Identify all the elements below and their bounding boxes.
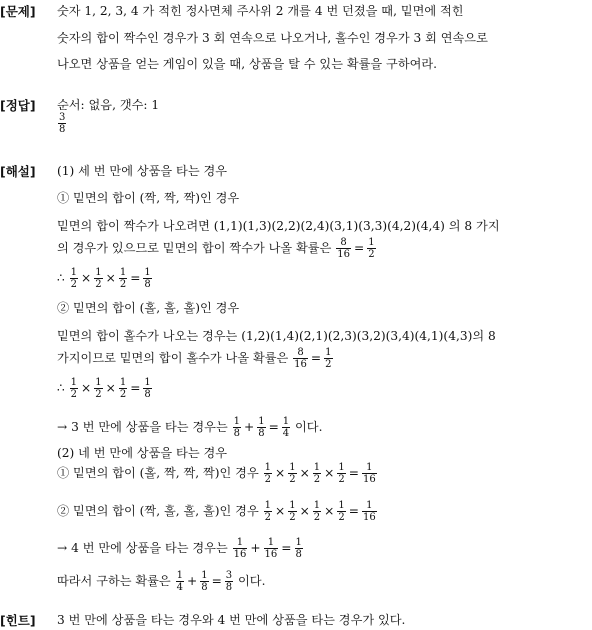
case1b-line1: 밑면의 합이 홀수가 나오는 경우는 (1,2)(1,4)(2,1)(2,3)(3,2)(3,4)(4,1)(4,3)의 8 — [57, 329, 496, 343]
problem-line: 나오면 상품을 얻는 게임이 있을 때, 상품을 탈 수 있는 확률을 구하여라. — [57, 57, 438, 71]
case2b-line: ② 밑면의 합이 (짝, 홀, 홀, 홀)인 경우 $\frac{1}{2}$ × $\frac{1}{2}$ × $\frac{1}{2}$ × $\frac{1}{2}$ = $\frac{1}{16}$ — [57, 500, 376, 523]
case2a-line: ① 밑면의 합이 (홀, 짝, 짝, 짝)인 경우 $\frac{1}{2}$ × $\frac{1}{2}$ × $\frac{1}{2}$ × $\frac{1}{2}$ = $\frac{1}{16}$ — [57, 462, 376, 485]
case1-title: (1) 세 번 만에 상품을 타는 경우 — [57, 164, 228, 178]
final-answer-line: 따라서 구하는 확률은 $\frac{1}{4}$ + $\frac{1}{8}$ = $\frac{3}{8}$ 이다. — [57, 570, 266, 593]
answer-line: 순서: 없음, 갯수: 1 — [57, 98, 160, 112]
case2-result: → 4 번 만에 상품을 타는 경우는 $\frac{1}{16}$ + $\frac{1}{16}$ = $\frac{1}{8}$ — [57, 537, 302, 560]
case1b-product: ∴ $\frac{1}{2}$ × $\frac{1}{2}$ × $\frac{1}{2}$ = $\frac{1}{8}$ — [57, 377, 151, 400]
problem-line: 숫자의 합이 짝수인 경우가 3 회 연속으로 나오거나, 홀수인 경우가 3 회 연속으로 — [57, 31, 488, 45]
case1a-line2: 의 경우가 있으므로 밑면의 합이 짝수가 나올 확률은 $\frac{8}{16}$ = $\frac{1}{2}$ — [57, 237, 375, 260]
problem-line: 숫자 1, 2, 3, 4 가 적힌 정사면체 주사위 2 개를 4 번 던졌을 때, 밑면에 적힌 — [57, 4, 464, 18]
case1a-title: ① 밑면의 합이 (짝, 짝, 짝)인 경우 — [57, 191, 240, 205]
case1a-product: ∴ $\frac{1}{2}$ × $\frac{1}{2}$ × $\frac{1}{2}$ = $\frac{1}{8}$ — [57, 267, 151, 290]
problem-tag: [문제] — [0, 4, 36, 19]
case1-result: → 3 번 만에 상품을 타는 경우는 $\frac{1}{8}$ + $\frac{1}{8}$ = $\frac{1}{4}$ 이다. — [57, 416, 323, 439]
case1b-title: ② 밑면의 합이 (홀, 홀, 홀)인 경우 — [57, 301, 240, 315]
case1a-line1: 밑면의 합이 짝수가 나오려면 (1,1)(1,3)(2,2)(2,4)(3,1)(3,3)(4,2)(4,4) 의 8 가지 — [57, 219, 500, 233]
solution-tag: [해설] — [0, 164, 36, 179]
answer-tag: [정답] — [0, 98, 36, 113]
hint-line: 3 번 만에 상품을 타는 경우와 4 번 만에 상품을 타는 경우가 있다. — [57, 613, 406, 627]
answer-fraction: $\frac{3}{8}$ — [59, 112, 66, 135]
case1b-line2: 가지이므로 밑면의 합이 홀수가 나올 확률은 $\frac{8}{16}$ = $\frac{1}{2}$ — [57, 347, 332, 370]
hint-tag: [힌트] — [0, 613, 36, 628]
case2-title: (2) 네 번 만에 상품을 타는 경우 — [57, 446, 228, 460]
